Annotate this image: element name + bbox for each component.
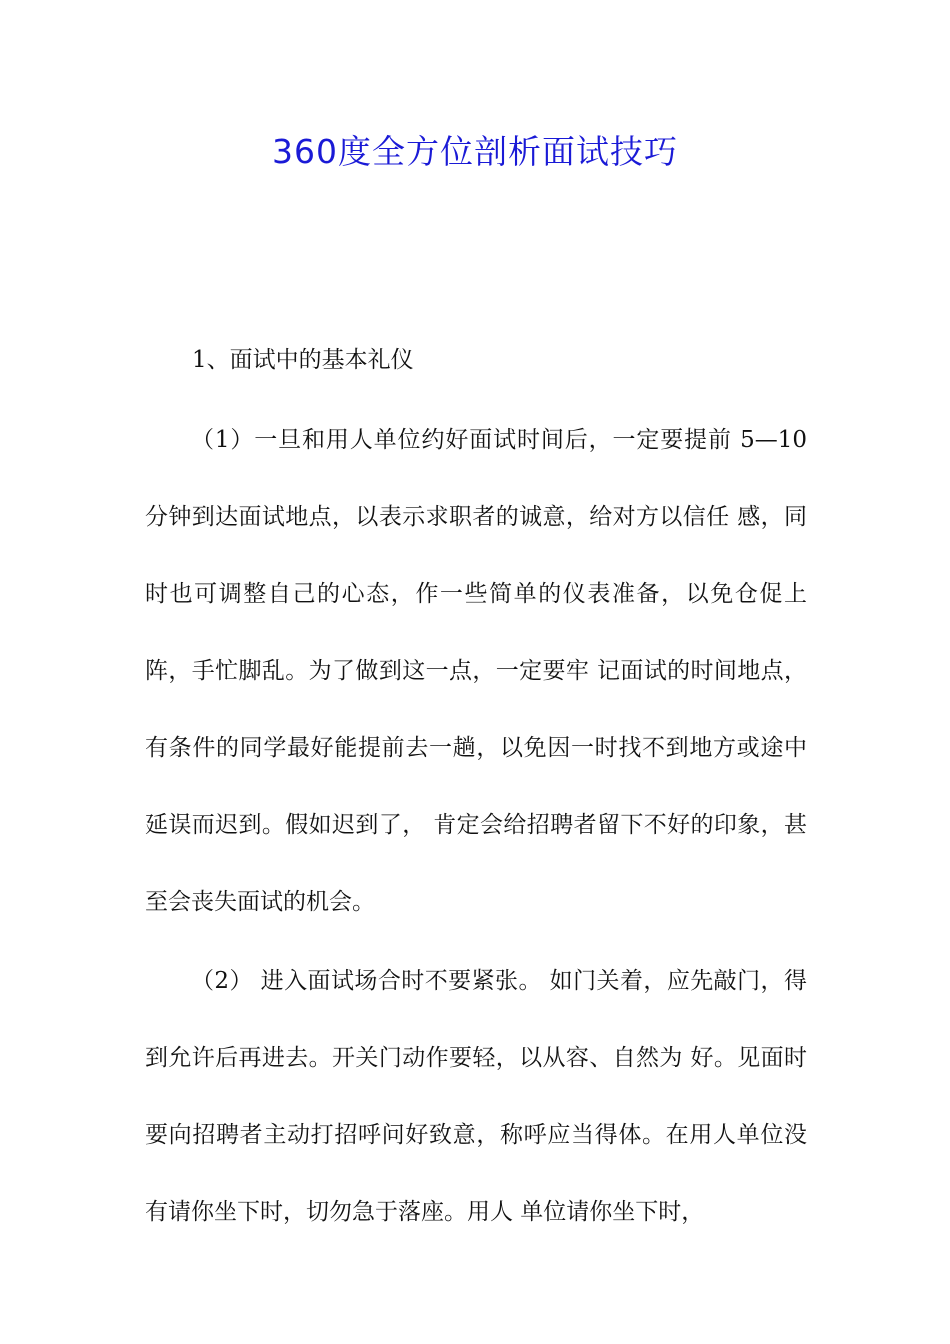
paragraph-2: （2） 进入面试场合时不要紧张。 如门关着，应先敲门，得到允许后再进去。开关门动作要轻，以从容、自然为 好。见面时要向招聘者主动打招呼问好致意，称呼应当得体。在用人单位没有请你坐下时，切勿急于落座。用人 单位请你坐下时， <box>145 968 807 1225</box>
paragraph-1: （1）一旦和用人单位约好面试时间后，一定要提前 5—10 分钟到达面试地点，以表示求职者的诚意，给对方以信任 感，同时也可调整自己的心态，作一些简单的仪表准备，以免仓促上阵，手忙脚乱。为了做到这一点，一定要牢 记面试的时间地点，有条件的同学最好能提前去一趟，以免因一时找不到地方或途中延误而迟到。假如迟到了， 肯定会给招聘者留下不好的印象，甚至会丧失面试的机会。 <box>145 427 807 915</box>
document-title: 360度全方位剖析面试技巧 <box>272 132 678 171</box>
section-heading: 1、面试中的基本礼仪 <box>192 347 414 373</box>
